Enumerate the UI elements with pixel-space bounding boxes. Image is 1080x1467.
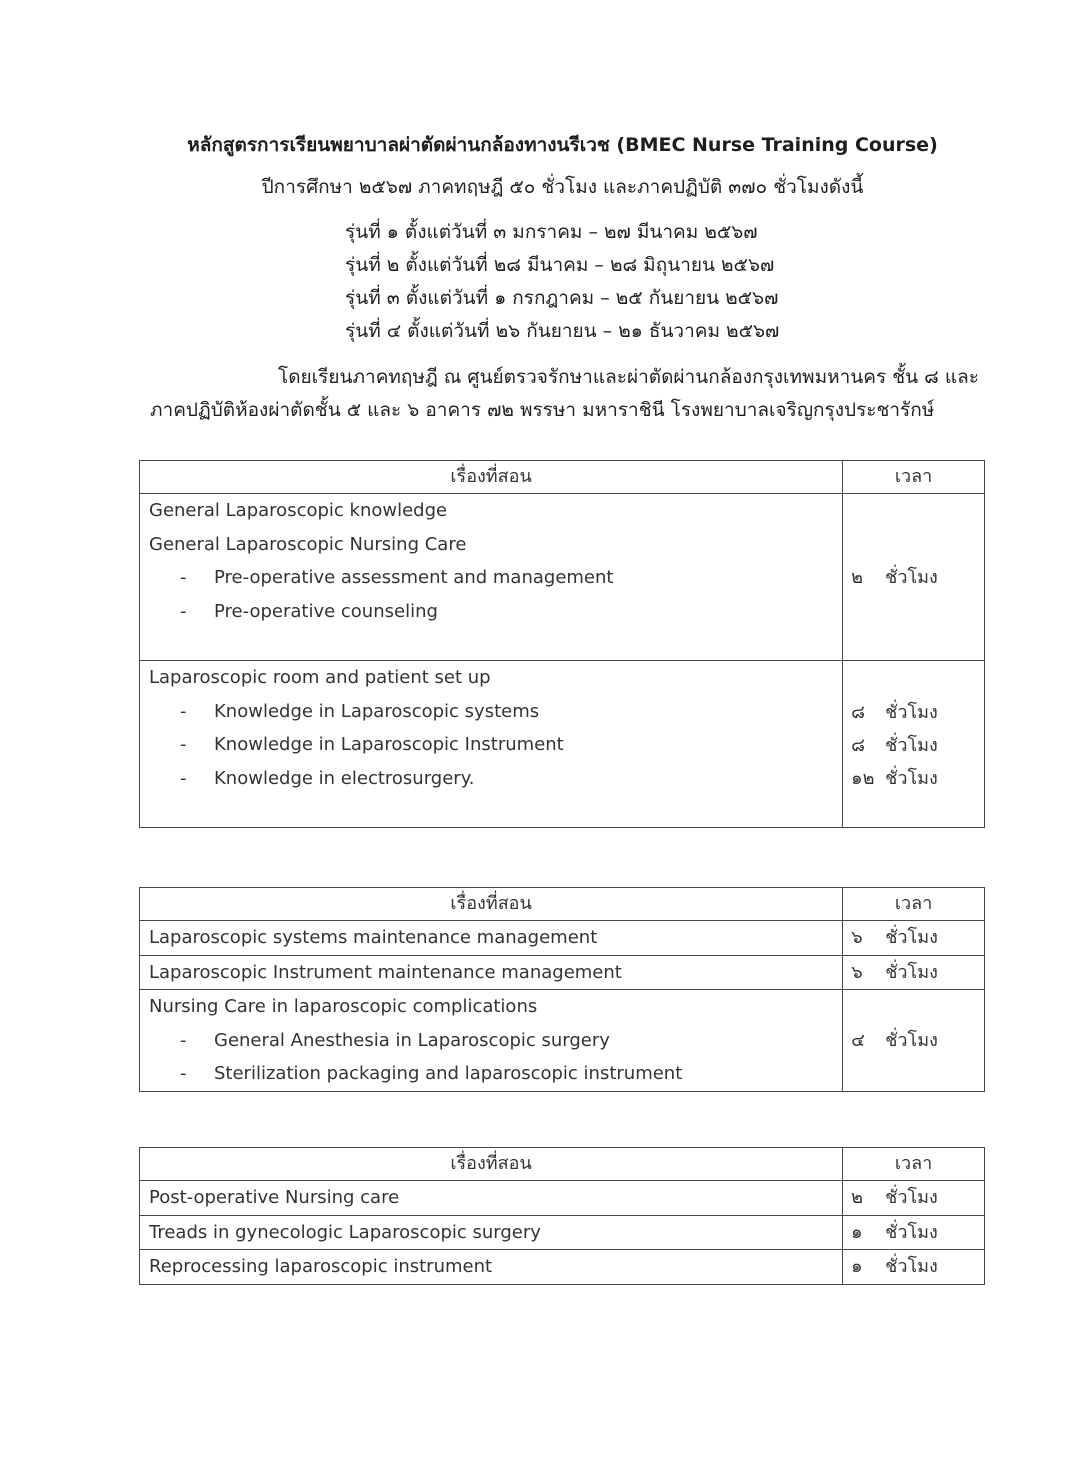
topic-line: Treads in gynecologic Laparoscopic surgery [149,1221,541,1243]
hours-unit: ชั่วโมง [885,768,938,789]
subtopic-text: Pre-operative counseling [214,600,438,622]
hours-number: ๑ [851,1256,863,1277]
topic-line: General Laparoscopic Nursing Care [149,533,467,555]
time-cell [843,494,985,661]
time-cell [843,990,985,1092]
round-schedule [345,216,779,348]
time-value [843,1024,984,1057]
hours-unit: ชั่วโมง [885,961,938,983]
time-header: เวลา [843,888,985,921]
document-title: หลักสูตรการเรียนพยาบาลผ่าตัดผ่านกล้องทางนรีเวช (BMEC Nurse Training Course) [187,134,938,156]
topic-line: Reprocessing laparoscopic instrument [149,1256,493,1277]
intro-paragraph-line: ภาคปฏิบัติห้องผ่าตัดชั้น ๕ และ ๖ อาคาร ๗๒ พรรษา มหาราชินี โรงพยาบาลเจริญกรุงประชารักษ์ [150,399,935,421]
table-row [140,1215,985,1250]
topic-cell [140,921,843,956]
time-value [843,561,984,594]
table-header-row [140,1148,985,1181]
topic-line: Post-operative Nursing care [149,1187,400,1208]
hours-number: ๑ [851,1221,863,1243]
hours-number: ๖ [851,961,863,983]
time-value [843,1216,984,1249]
topic-cell [140,990,843,1092]
bullet-dash: - [180,767,187,789]
subtopic-line [140,695,842,729]
bullet-dash: - [180,1063,187,1084]
round-item: รุ่นที่ ๑ ตั้งแต่วันที่ ๓ มกราคม – ๒๗ มีนาคม ๒๕๖๗ [345,221,758,243]
topic-line: General Laparoscopic knowledge [149,500,448,521]
hours-unit: ชั่วโมง [885,1256,938,1277]
hours-unit: ชั่วโมง [885,1187,938,1208]
round-item: รุ่นที่ ๒ ตั้งแต่วันที่ ๒๘ มีนาคม – ๒๘ มิถุนายน ๒๕๖๗ [345,254,775,276]
table-row [140,1250,985,1285]
round-item: รุ่นที่ ๔ ตั้งแต่วันที่ ๒๖ กันยายน – ๒๑ ธันวาคม ๒๕๖๗ [345,320,780,342]
topic-header: เรื่องที่สอน [140,461,843,494]
table-row [140,494,985,661]
table-header-row [140,461,985,494]
table-row [140,955,985,990]
round-item: รุ่นที่ ๓ ตั้งแต่วันที่ ๑ กรกฎาคม – ๒๕ กันยายน ๒๕๖๗ [345,287,779,309]
document-subtitle: ปีการศึกษา ๒๕๖๗ ภาคทฤษฎี ๕๐ ชั่วโมง และภาคปฏิบัติ ๓๗๐ ชั่วโมงดังนี้ [261,176,864,198]
hours-unit: ชั่วโมง [885,566,938,588]
time-cell [843,921,985,956]
hours-number: ๖ [851,927,863,948]
subtopic-text: Knowledge in Laparoscopic systems [214,700,540,722]
hours-number: ๑๒ [851,768,875,789]
topic-cell [140,955,843,990]
table-header-row [140,888,985,921]
time-value [843,729,984,762]
bullet-dash: - [180,600,187,622]
time-cell [843,1250,985,1285]
subtopic-text: Pre-operative assessment and management [214,567,614,588]
time-value [843,921,984,954]
hours-number: ๒ [851,1187,863,1208]
hours-number: ๔ [851,1029,865,1051]
subtopic-line [140,1024,842,1058]
bullet-dash: - [180,700,187,722]
topic-line: Laparoscopic systems maintenance management [149,927,598,948]
hours-unit: ชั่วโมง [885,1029,938,1051]
time-cell [843,661,985,828]
subtopic-line [140,595,842,629]
time-header: เวลา [843,461,985,494]
subtopic-line [140,1057,842,1091]
hours-number: ๘ [851,702,866,723]
topic-header: เรื่องที่สอน [140,1148,843,1181]
topic-cell [140,1215,843,1250]
topic-line: Nursing Care in laparoscopic complications [149,996,538,1017]
topic-cell [140,661,843,828]
table-row [140,1181,985,1216]
topic-line: Laparoscopic Instrument maintenance management [149,961,622,983]
table-row [140,990,985,1092]
hours-unit: ชั่วโมง [885,1221,938,1243]
subtopic-text: Knowledge in electrosurgery. [214,767,475,789]
time-header: เวลา [843,1148,985,1181]
topic-header: เรื่องที่สอน [140,888,843,921]
time-value [843,956,984,989]
time-value [843,762,984,795]
subtopic-text: Knowledge in Laparoscopic Instrument [214,734,564,755]
topic-cell [140,494,843,661]
time-cell [843,1181,985,1216]
subtopic-line [140,762,842,796]
course-table-1 [139,460,985,828]
topic-cell [140,1250,843,1285]
subtopic-text: Sterilization packaging and laparoscopic instrument [214,1063,683,1084]
hours-number: ๘ [851,735,866,756]
bullet-dash: - [180,1029,187,1051]
table-row [140,661,985,828]
time-value [843,696,984,729]
course-table-2 [139,887,985,1092]
topic-cell [140,1181,843,1216]
hours-unit: ชั่วโมง [885,927,938,948]
hours-unit: ชั่วโมง [885,702,938,723]
bullet-dash: - [180,567,187,588]
time-value [843,1181,984,1214]
time-cell [843,955,985,990]
bullet-dash: - [180,734,187,755]
hours-number: ๒ [851,566,864,588]
hours-unit: ชั่วโมง [885,735,938,756]
time-value [843,1250,984,1283]
subtopic-text: General Anesthesia in Laparoscopic surgery [214,1029,610,1051]
intro-paragraph-line: โดยเรียนภาคทฤษฎี ณ ศูนย์ตรวจรักษาและผ่าตัดผ่านกล้องกรุงเทพมหานคร ชั้น ๘ และ [278,366,979,388]
subtopic-line [140,561,842,595]
table-row [140,921,985,956]
course-table-3 [139,1147,985,1285]
subtopic-line [140,728,842,762]
time-cell [843,1215,985,1250]
topic-line: Laparoscopic room and patient set up [149,667,491,688]
